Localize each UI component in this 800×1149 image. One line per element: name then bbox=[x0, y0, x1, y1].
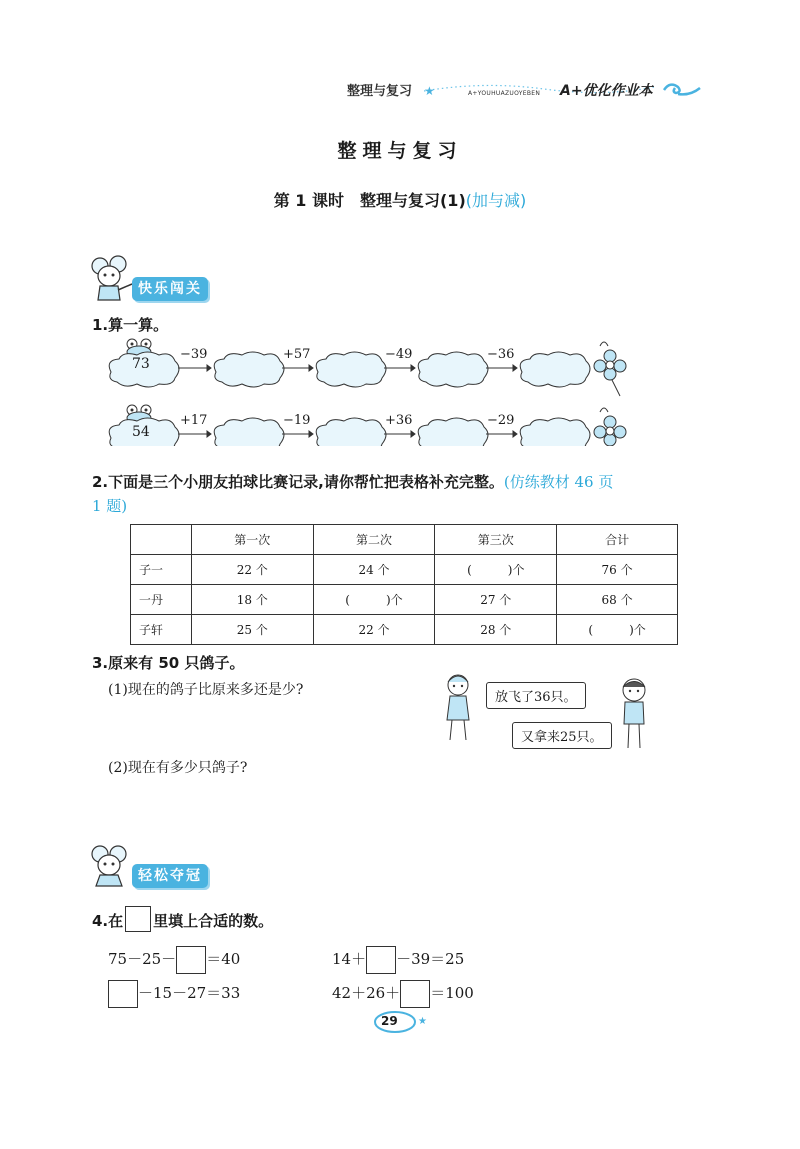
q1-row1-op3: −49 bbox=[385, 347, 413, 362]
q1-row2-op3: +36 bbox=[385, 413, 413, 428]
speech-bubble-boy: 又拿来25只。 bbox=[512, 722, 612, 749]
q3-sub1: (1)现在的鸽子比原来多还是少? bbox=[108, 682, 304, 698]
answer-box[interactable] bbox=[366, 946, 396, 974]
flower-icon bbox=[594, 342, 626, 396]
q4-eq4-post: ＝100 bbox=[430, 984, 474, 1002]
q4-eq1-pre: 75－25－ bbox=[108, 950, 177, 968]
table-cell: 76 个 bbox=[557, 555, 678, 585]
table-cell: 24 个 bbox=[313, 555, 435, 585]
answer-box[interactable] bbox=[176, 946, 206, 974]
table-cell-blank[interactable]: ( )个 bbox=[557, 615, 678, 645]
record-table bbox=[130, 524, 678, 645]
q1-label: 1.算一算。 bbox=[92, 316, 169, 334]
table-header-cell: 第三次 bbox=[435, 525, 557, 555]
table-cell-blank[interactable]: ( )个 bbox=[435, 555, 557, 585]
table-cell: 22 个 bbox=[313, 615, 435, 645]
answer-box[interactable] bbox=[108, 980, 138, 1008]
q2-label bbox=[92, 470, 704, 518]
header-section: 整理与复习 bbox=[347, 84, 413, 99]
q1-row2-start: 54 bbox=[132, 424, 150, 440]
q1-row2-op1: +17 bbox=[180, 413, 208, 428]
q4-label-post: 里填上合适的数。 bbox=[153, 912, 274, 930]
page-title: 整理与复习 bbox=[337, 140, 463, 162]
table-row bbox=[131, 555, 678, 585]
table-cell-name: 子轩 bbox=[131, 615, 192, 645]
table-cell: 25 个 bbox=[191, 615, 313, 645]
table-header-cell: 合计 bbox=[557, 525, 678, 555]
q4-eq2-pre: 14＋ bbox=[332, 950, 367, 968]
table-header-cell bbox=[131, 525, 192, 555]
q4-eq4 bbox=[332, 980, 474, 1008]
answer-box-sample bbox=[125, 906, 151, 932]
q2-text: 2.下面是三个小朋友拍球比赛记录,请你帮忙把表格补充完整。 bbox=[92, 473, 504, 491]
mouse-teacher-icon bbox=[88, 254, 134, 304]
q1-row1-op1: −39 bbox=[180, 347, 208, 362]
badge-easy-win: 轻松夺冠 bbox=[132, 864, 208, 888]
header-brand: A+优化作业本 bbox=[560, 83, 653, 99]
speech-bubble-girl: 放飞了36只。 bbox=[486, 682, 586, 709]
page-number-decoration bbox=[370, 1010, 430, 1034]
badge-quick-pass: 快乐闯关 bbox=[132, 277, 208, 301]
q4-eq4-pre: 42＋26＋ bbox=[332, 984, 401, 1002]
table-row bbox=[131, 585, 678, 615]
q4-eq1-post: ＝40 bbox=[206, 950, 241, 968]
table-row bbox=[131, 615, 678, 645]
table-cell-name: 一丹 bbox=[131, 585, 192, 615]
q1-row1-op4: −36 bbox=[487, 347, 515, 362]
flower-icon bbox=[594, 408, 626, 446]
table-cell: 27 个 bbox=[435, 585, 557, 615]
q4-eq1 bbox=[108, 946, 240, 974]
q2-note: (仿练教材 46 页 bbox=[503, 473, 614, 491]
table-header-cell: 第二次 bbox=[313, 525, 435, 555]
svg-text:★: ★ bbox=[418, 1016, 427, 1027]
q4-eq2 bbox=[332, 946, 464, 974]
table-header-row bbox=[131, 525, 678, 555]
table-cell-blank[interactable]: ( )个 bbox=[313, 585, 435, 615]
girl-icon bbox=[438, 672, 478, 746]
mouse-runner-icon bbox=[88, 842, 134, 890]
boy-icon bbox=[612, 676, 658, 752]
q4-eq3-post: －15－27＝33 bbox=[138, 984, 241, 1002]
q4-label bbox=[92, 906, 273, 932]
svg-text:★: ★ bbox=[424, 84, 435, 97]
page-number: 29 bbox=[381, 1014, 398, 1028]
swirl-icon bbox=[662, 80, 702, 98]
q1-row2-op2: −19 bbox=[283, 413, 311, 428]
table-header-cell: 第一次 bbox=[191, 525, 313, 555]
table-cell: 28 个 bbox=[435, 615, 557, 645]
q1-row1-start: 73 bbox=[132, 356, 150, 372]
table-cell: 18 个 bbox=[191, 585, 313, 615]
lesson-subtitle bbox=[0, 188, 800, 211]
q1-row1-op2: +57 bbox=[283, 347, 311, 362]
table-cell: 22 个 bbox=[191, 555, 313, 585]
lesson-label: 第 1 课时 整理与复习(1) bbox=[273, 191, 466, 210]
q3-label: 3.原来有 50 只鸽子。 bbox=[92, 654, 245, 672]
header-small-text: A+YOUHUAZUOYEBEN bbox=[468, 90, 541, 97]
q4-eq3 bbox=[108, 980, 240, 1008]
q1-row2-op4: −29 bbox=[487, 413, 515, 428]
table-cell-name: 子一 bbox=[131, 555, 192, 585]
q4-eq2-post: －39＝25 bbox=[396, 950, 465, 968]
q2-note-cont: 1 题) bbox=[92, 497, 128, 515]
table-cell: 68 个 bbox=[557, 585, 678, 615]
q4-label-pre: 4.在 bbox=[92, 912, 124, 930]
lesson-topic: (加与减) bbox=[465, 191, 527, 210]
q3-sub2: (2)现在有多少只鸽子? bbox=[108, 760, 248, 776]
answer-box[interactable] bbox=[400, 980, 430, 1008]
